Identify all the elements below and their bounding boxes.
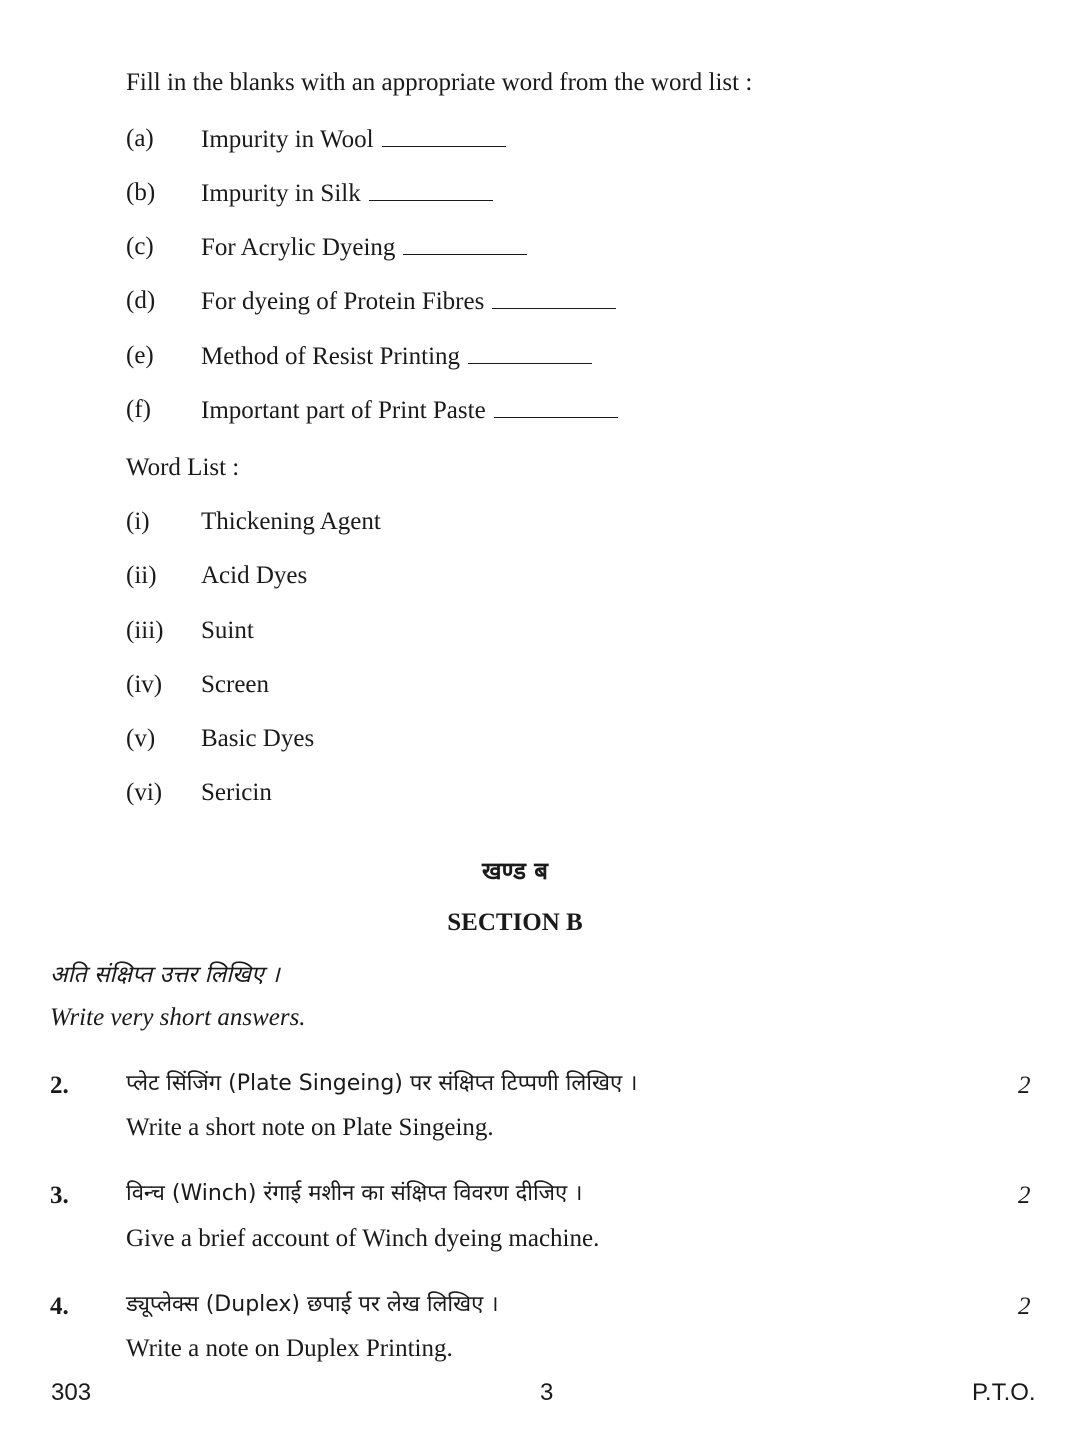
answer-blank[interactable] [382,126,506,147]
word-list-title: Word List : [126,454,240,481]
section-title-hindi: खण्ड ब [482,857,548,885]
item-label: (f) [126,396,151,423]
word-label: (v) [126,725,156,752]
word-label: (ii) [126,562,157,589]
item-text: Impurity in Silk [201,180,361,207]
page-number: 3 [540,1379,554,1406]
item-text: Method of Resist Printing [201,343,461,370]
answer-blank[interactable] [403,234,527,255]
section-instruction-hindi: अति संक्षिप्त उत्तर लिखिए । [50,962,280,988]
pto-label: P.T.O. [972,1379,1036,1406]
item-label: (a) [126,125,154,152]
word-text: Basic Dyes [201,725,315,752]
section-instruction-english: Write very short answers. [50,1004,306,1031]
question-text-hindi: विन्च (Winch) रंगाई मशीन का संक्षिप्त विवरण दीजिए । [126,1181,583,1206]
question-number: 4. [50,1293,69,1320]
question-text-hindi: ड्यूप्लेक्स (Duplex) छपाई पर लेख लिखिए । [126,1292,499,1317]
item-text: Important part of Print Paste [201,397,486,424]
answer-blank[interactable] [494,397,618,418]
question-text-english: Write a note on Duplex Printing. [126,1335,453,1362]
question-text-hindi: प्लेट सिंजिंग (Plate Singeing) पर संक्षिप्त टिप्पणी लिखिए । [126,1071,638,1096]
item-text: Impurity in Wool [201,126,374,153]
word-text: Suint [201,617,254,644]
question-text-english: Write a short note on Plate Singeing. [126,1114,494,1141]
word-text: Thickening Agent [201,508,381,535]
item-label: (b) [126,179,156,206]
word-label: (vi) [126,779,163,806]
item-label: (e) [126,342,154,369]
word-text: Sericin [201,779,272,806]
question-marks: 2 [1018,1182,1031,1209]
word-text: Screen [201,671,270,698]
item-label: (c) [126,233,154,260]
question-number: 2. [50,1072,69,1099]
word-label: (i) [126,508,150,535]
word-label: (iv) [126,671,163,698]
item-text: For dyeing of Protein Fibres [201,288,485,315]
item-text: For Acrylic Dyeing [201,234,396,261]
question-marks: 2 [1018,1293,1031,1320]
word-label: (iii) [126,617,164,644]
section-title-english: SECTION B [447,909,583,936]
paper-code: 303 [51,1379,92,1406]
question-number: 3. [50,1182,69,1209]
answer-blank[interactable] [468,343,592,364]
word-text: Acid Dyes [201,562,308,589]
answer-blank[interactable] [492,288,616,309]
answer-blank[interactable] [369,180,493,201]
item-label: (d) [126,287,156,314]
question-marks: 2 [1018,1072,1031,1099]
fill-blanks-instruction: Fill in the blanks with an appropriate word from the word list : [126,69,753,96]
question-text-english: Give a brief account of Winch dyeing machine. [126,1225,600,1252]
